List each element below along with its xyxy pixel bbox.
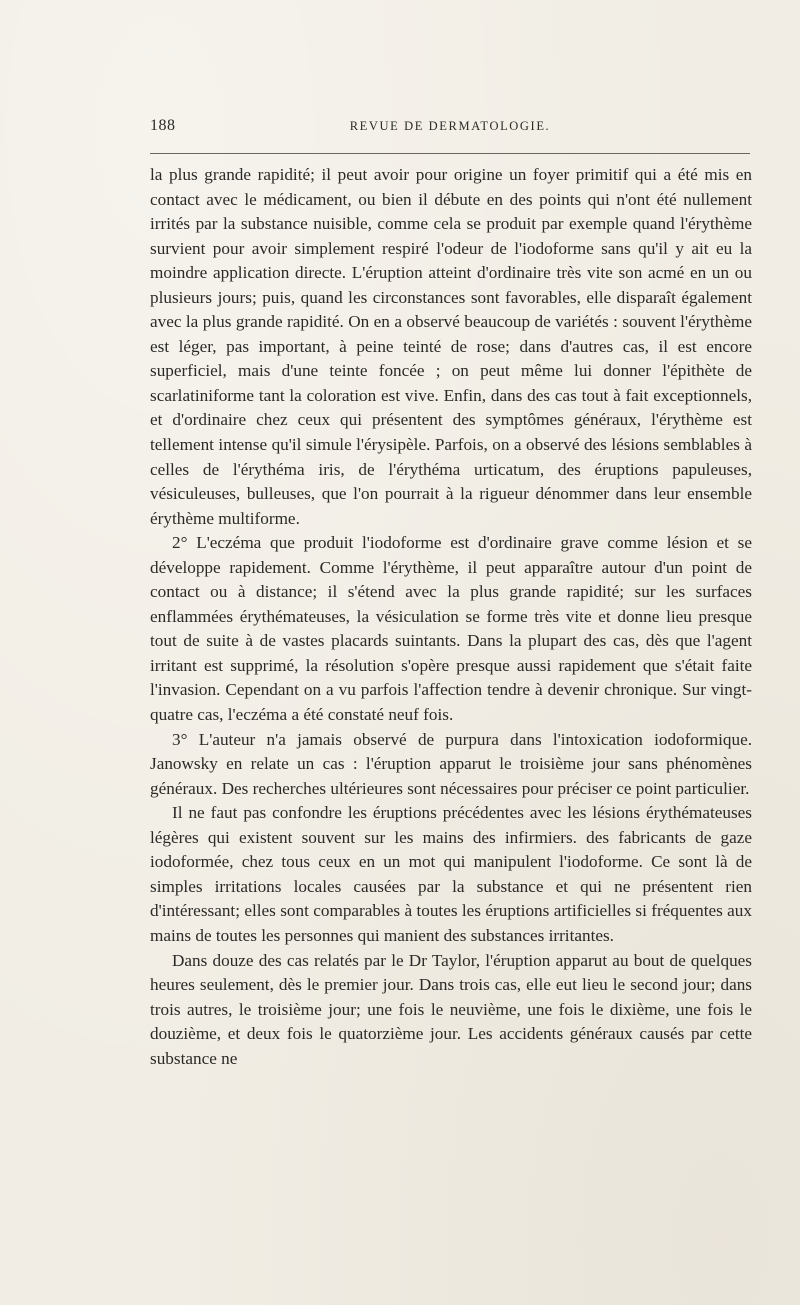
header-rule	[150, 153, 750, 154]
paragraph-eczema: 2° L'eczéma que produit l'iodoforme est d'ordinaire grave comme lésion et se développe rapidement. Comme l'érythème, il peut apparaître autour d'un point de contact ou à distance; il s'étend avec la plus grande rapidité; sur les surfaces enflammées érythémateuses, la vésiculation se forme très vite et donne lieu presque tout de suite à de vastes placards suintants. Dans la plupart des cas, dès que l'agent irritant est supprimé, la résolution s'opère presque aussi rapidement que s'était faite l'invasion. Cependant on a vu parfois l'affection tendre à devenir chronique. Sur vingt-quatre cas, l'eczéma a été constaté neuf fois.	[150, 533, 752, 725]
paragraph-taylor-cases: Dans douze des cas relatés par le Dr Taylor, l'éruption apparut au bout de quelques heures seulement, dès le premier jour. Dans trois cas, elle eut lieu le second jour; dans trois autres, le troisième jour; une fois le neuvième, une fois le dixième, une fois le douzième, et deux fois le quatorzième jour. Les accidents généraux causés par cette substance ne	[150, 950, 752, 1068]
page-header	[150, 117, 750, 141]
paragraph-irritations: Il ne faut pas confondre les éruptions précédentes avec les lésions érythémateuses légères qui existent souvent sur les mains des infirmiers. des fabricants de gaze iodoformée, chez tous ceux en un mot qui manipulent l'iodoforme. Ce sont là de simples irritations locales causées par la substance et qui ne présentent rien d'intéressant; elles sont comparables à toutes les éruptions artificielles si fréquentes aux mains de toutes les personnes qui manient des substances irritantes.	[150, 803, 752, 945]
page-number: 188	[150, 117, 176, 134]
running-head: REVUE DE DERMATOLOGIE.	[349, 119, 551, 133]
body-text	[150, 163, 752, 1071]
paragraph-continuation: la plus grande rapidité; il peut avoir pour origine un foyer primitif qui a été mis en contact avec le médicament, ou bien il débute en des points qui n'ont été nullement irrités par la substance nuisible, comme cela se produit par exemple quand l'érythème survient pour avoir simplement respiré l'odeur de l'iodoforme sans qu'il y ait eu la moindre application directe. L'éruption atteint d'ordinaire très vite son acmé en un ou plusieurs jours; puis, quand les circonstances sont favorables, elle disparaît également avec la plus grande rapidité. On en a observé beaucoup de variétés : souvent l'érythème est léger, pas important, à peine teinté de rose; dans d'autres cas, il est encore superficiel, mais d'une teinte foncée ; on peut même lui donner l'épithète de scarlatiniforme tant la coloration est vive. Enfin, dans des cas tout à fait exceptionnels, et d'ordinaire chez ceux qui présentent des symptômes généraux, l'érythème est tellement intense qu'il simule l'érysipèle. Parfois, on a observé des lésions semblables à celles de l'érythéma iris, de l'érythéma urticatum, des éruptions papuleuses, vésiculeuses, bulleuses, que l'on pourrait à la rigueur dénommer dans leur ensemble érythème multiforme.	[150, 165, 752, 528]
paragraph-purpura: 3° L'auteur n'a jamais observé de purpura dans l'intoxication iodoformique. Janowsky en relate un cas : l'éruption apparut le troisième jour sans phénomènes généraux. Des recherches ultérieures sont nécessaires pour préciser ce point particulier.	[150, 729, 752, 798]
